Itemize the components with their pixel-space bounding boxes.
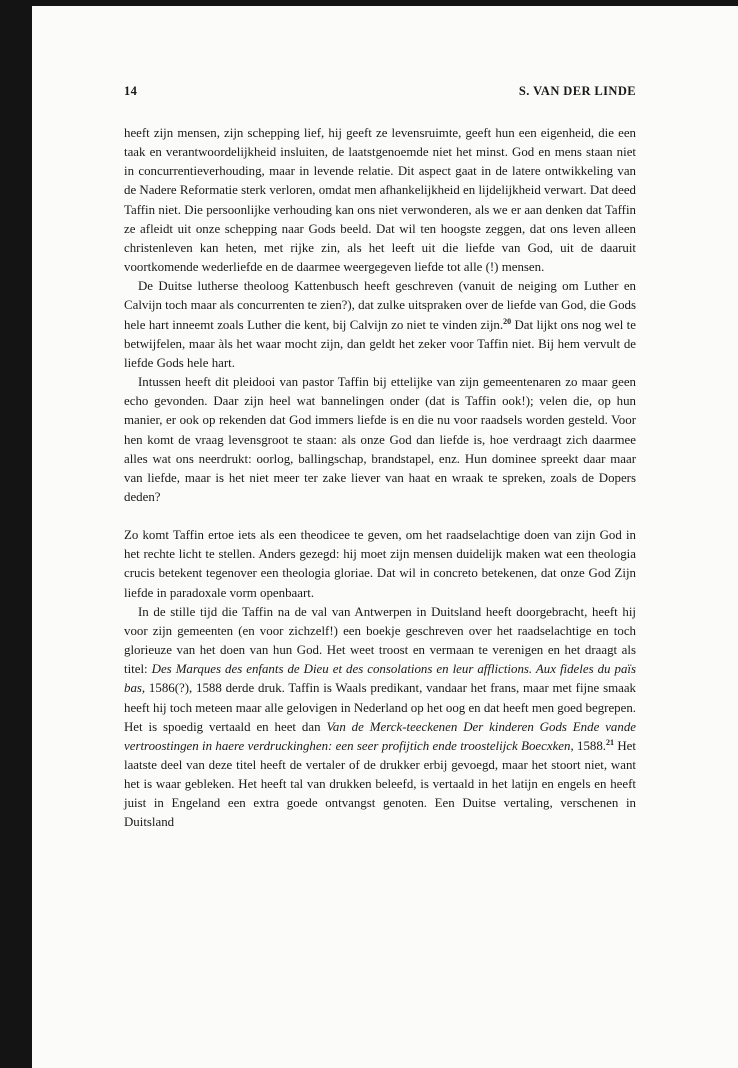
paragraph bbox=[124, 603, 636, 833]
footnote-ref: 20 bbox=[503, 316, 512, 326]
text-run: Intussen heeft dit pleidooi van pastor Taffin bij ettelijke van zijn gemeentenaren zo maar geen echo gevonden. Daar zijn heel wat bannelingen onder (dat is Taffin ook!); velen die, op hun manier, er ook op rekenden dat God immers liefde is en die nu voor raadsels worden gesteld. Voor hen komt de vraag levensgroot te staan: als onze God dan liefde is, hoe verdraagt zich daarmee alles wat ons neerdrukt: oorlog, ballingschap, brandstapel, enz. Hun dominee spreekt daar maar van liefde, maar is het niet meer ter zake liever van haat en wraak te spreken, zoals de Dopers deden? bbox=[124, 375, 636, 504]
text-run: Dat lijkt ons nog wel te betwijfelen, maar àls het waar mocht zijn, dan geldt het zeker voor Taffin niet. Bij hem vervult de liefde Gods hele hart. bbox=[124, 317, 636, 370]
body-text bbox=[124, 124, 636, 833]
text-run: 1588. bbox=[573, 738, 607, 753]
text-run: De Duitse lutherse theoloog Kattenbusch heeft geschreven (vanuit de neiging om Luther en Calvijn toch maar als concurrenten te zien?), dat zulke uitspraken over de liefde van God, die Gods hele hart inneemt zoals Luther die kent, bij Calvijn zo niet te vinden zijn. bbox=[124, 279, 636, 332]
page-number: 14 bbox=[124, 84, 138, 98]
text-run: 1586(?), 1588 derde druk. Taffin is Waals predikant, vandaar het frans, maar met fijne smaak heeft hij toch meteen maar alle gelovigen in Nederland op het oog en dat heeft men goed begrepen. Het is spoedig vertaald en heet dan bbox=[124, 681, 636, 734]
running-header bbox=[124, 84, 636, 102]
footnote-ref: 21 bbox=[606, 737, 615, 747]
running-title: S. VAN DER LINDE bbox=[518, 84, 636, 98]
text-run: heeft zijn mensen, zijn schepping lief, hij geeft ze levensruimte, geeft hun een eigenheid, die een taak en verantwoordelijkheid insluiten, de laatstgenoemde niet het minst. God en mens staan niet in concurrentieverhouding, maar in levende relatie. Dit aspect gaat in de latere ontwikkeling van de Nadere Reformatie sterk verloren, omdat men afhankelijkheid en lijdelijkheid verwart. Dat deed Taffin niet. Die persoonlijke verhouding kan ons niet verwonderen, als we er aan denken dat Taffin ze afleidt uit onze schepping naar Gods beeld. Dat wil ten hoogste zeggen, dat ons leven alleen christenleven kan heten, met rijke zin, als het leeft uit die liefde van God, uit de daaruit voortkomende wederliefde en de daarmee weergegeven liefde tot alle (!) mensen. bbox=[124, 126, 636, 275]
paragraph bbox=[124, 124, 636, 277]
text-run: In de stille tijd die Taffin na de val van Antwerpen in Duitsland heeft doorgebracht, heeft hij voor zijn gemeenten (en voor zichzelf!) een boekje geschreven over het raadselachtige en toch glorieuze van het doen van hun God. Het weet troost en vermaan te verenigen en het draagt als titel: bbox=[124, 604, 636, 677]
paragraph bbox=[124, 277, 636, 373]
paragraph bbox=[124, 373, 636, 507]
italic-title: Des Marques des enfants de Dieu et des consolations en leur afflictions. Aux fideles du païs bas, bbox=[124, 662, 636, 696]
text-run: Het laatste deel van deze titel heeft de vertaler of de drukker erbij gevoegd, maar het stoort niet, want het is waar gebleken. Het heeft tal van drukken beleefd, is vertaald in het latijn en engels en heeft juist in Engeland een extra goede ontvangst genoten. Een Duitse vertaling, verschenen in Duitsland bbox=[124, 738, 636, 830]
italic-title: Van de Merck-teeckenen Der kinderen Gods Ende vande vertroostingen in haere verdruckinghen: een seer profijtich ende troostelijck Boecxken, bbox=[124, 719, 636, 753]
scan-border-left bbox=[0, 0, 32, 1068]
text-run: Zo komt Taffin ertoe iets als een theodicee te geven, om het raadselachtige doen van zijn God in het rechte licht te stellen. Anders gezegd: hij moet zijn mensen duidelijk maken wat een theologia crucis betekent tegenover een theologia gloriae. Dat wil in concreto betekenen, dat onze God Zijn liefde in paradoxale vorm openbaart. bbox=[124, 528, 636, 600]
paragraph bbox=[124, 526, 636, 603]
